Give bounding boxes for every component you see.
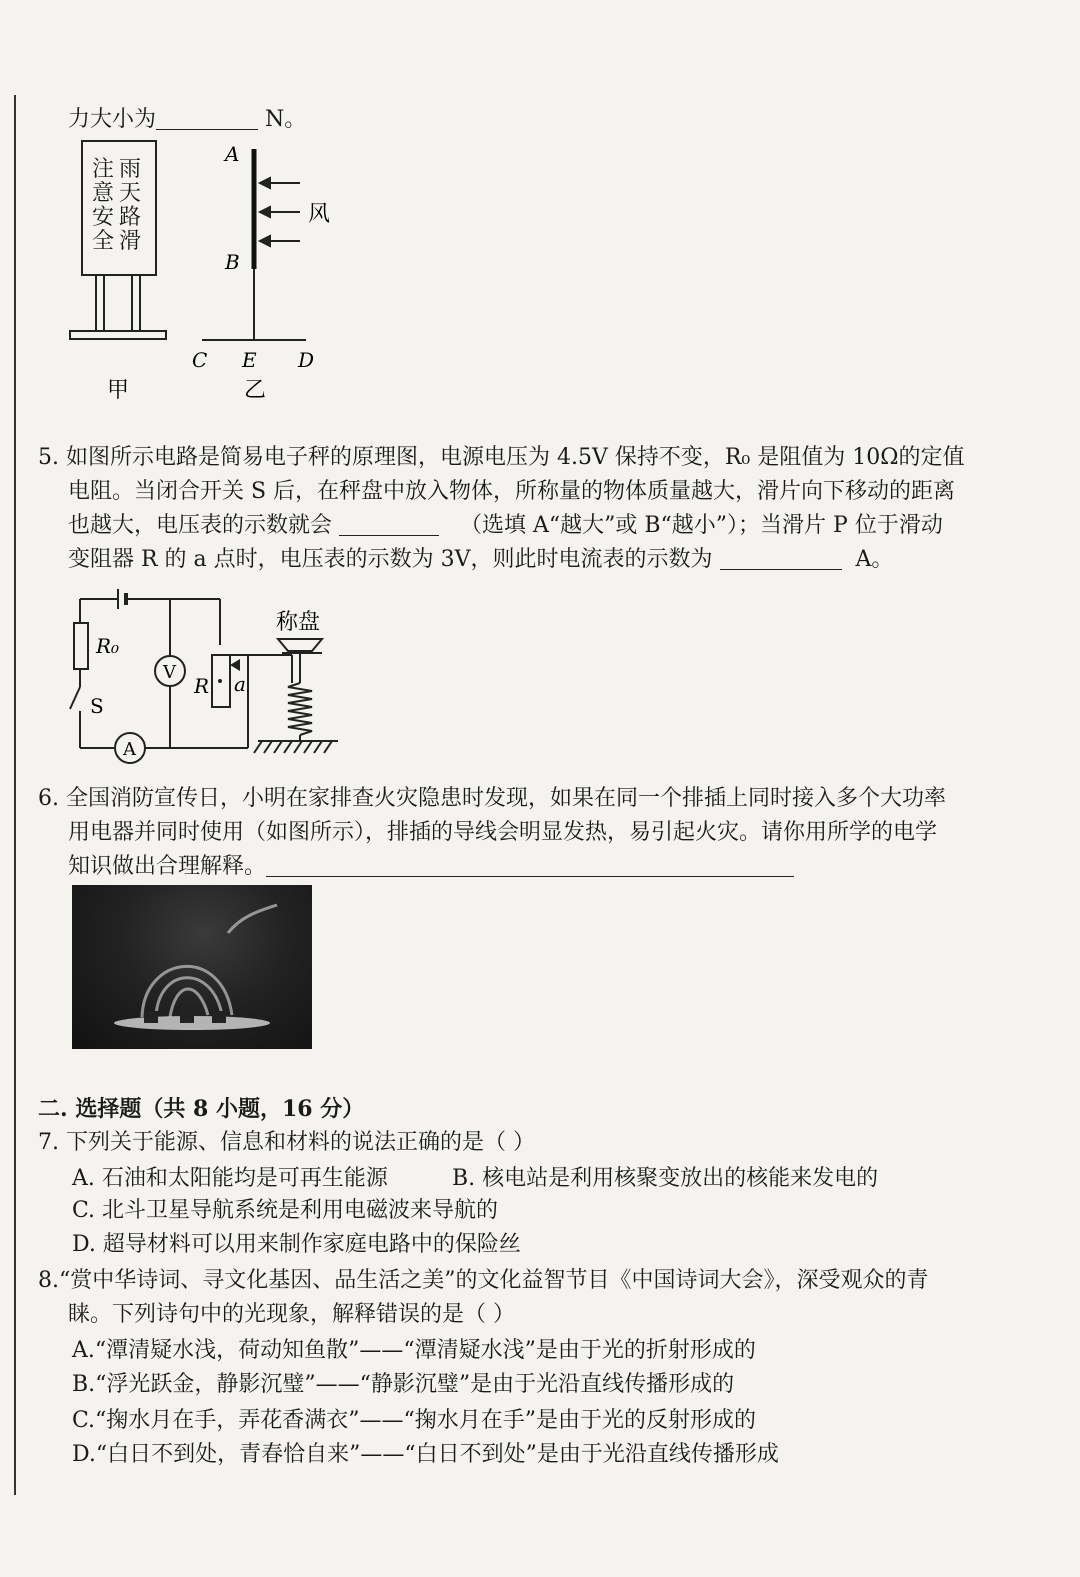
label-R: R	[194, 674, 210, 698]
label-A-meter: A	[123, 739, 136, 760]
q5-line1: 5. 如图所示电路是简易电子秤的原理图，电源电压为 4.5V 保持不变，R₀ 是阻值为 10Ω的定值	[38, 445, 965, 470]
q7-option-A[interactable]: A. 石油和太阳能均是可再生能源	[72, 1166, 388, 1191]
photo-content	[72, 885, 312, 1049]
label-jia: 甲	[107, 378, 130, 403]
q5-line2: 电阻。当闭合开关 S 后，在秤盘中放入物体，所称量的物体质量越大，滑片向下移动的距离	[68, 479, 956, 504]
q5-line4-b: A。	[855, 547, 894, 572]
q8-option-C[interactable]: C.“掬水月在手，弄花香满衣”——“掬水月在手”是由于光的反射形成的	[72, 1408, 757, 1433]
slider-P	[230, 659, 240, 671]
q4-text: 力大小为	[68, 107, 157, 132]
spring	[288, 683, 312, 735]
q7-option-C[interactable]: C. 北斗卫星导航系统是利用电磁波来导航的	[72, 1198, 499, 1223]
label-wind: 风	[308, 202, 331, 227]
label-B: B	[225, 250, 240, 274]
label-E: E	[242, 348, 257, 372]
q5-blank-1[interactable]	[339, 511, 439, 536]
q8-stem-line2: 睐。下列诗句中的光现象，解释错误的是（ ）	[68, 1302, 515, 1327]
section2-heading: 二. 选择题（共 8 小题，16 分）	[38, 1096, 365, 1122]
label-A: A	[225, 142, 240, 166]
label-V: V	[163, 662, 176, 683]
sign-legs	[70, 275, 166, 339]
q6-line2: 用电器并同时使用（如图所示），排插的导线会明显发热，易引起火灾。请你用所学的电学	[68, 820, 938, 845]
sign-text-col2: 注意安全	[91, 157, 114, 254]
q4-line	[68, 103, 306, 137]
label-C: C	[192, 348, 208, 372]
weighing-pan	[278, 639, 322, 651]
wind-arrows	[260, 178, 300, 246]
label-D: D	[298, 348, 315, 372]
q5-line3-a: 也越大，电压表的示数就会	[68, 513, 333, 538]
q5-line4	[68, 543, 893, 577]
q5-blank-2[interactable]	[720, 545, 842, 570]
q6-answer-blank[interactable]	[266, 852, 794, 877]
q6-line1: 6. 全国消防宣传日，小明在家排查火灾隐患时发现，如果在同一个排插上同时接入多个大功率	[38, 786, 946, 811]
q5-line4-a: 变阻器 R 的 a 点时，电压表的示数为 3V，则此时电流表的示数为	[68, 547, 713, 572]
switch-S	[70, 687, 80, 709]
q7-option-D[interactable]: D. 超导材料可以用来制作家庭电路中的保险丝	[72, 1232, 521, 1257]
q8-stem-line1: 8.“赏中华诗词、寻文化基因、品生活之美”的文化益智节目《中国诗词大会》，深受观众的青	[38, 1268, 929, 1293]
label-pan: 称盘	[276, 610, 321, 635]
power-strip-photo	[72, 885, 312, 1049]
q4-unit: N。	[265, 107, 307, 132]
sign-text-col1: 雨天路滑	[118, 157, 141, 254]
q4-answer-blank[interactable]	[156, 105, 258, 130]
resistor-R0	[74, 623, 88, 669]
label-S: S	[90, 694, 104, 718]
q8-option-B[interactable]: B.“浮光跃金，静影沉璧”——“静影沉璧”是由于光沿直线传播形成的	[72, 1372, 735, 1397]
q5-circuit	[60, 585, 350, 765]
q6-line3	[68, 850, 794, 884]
label-a: a	[234, 672, 246, 696]
q8-option-D[interactable]: D.“白日不到处，青春恰自来”——“白日不到处”是由于光沿直线传播形成	[72, 1442, 779, 1467]
q5-line3	[68, 509, 943, 543]
q5-line3-b: （选填 A“越大”或 B“越小”）；当滑片 P 位于滑动	[460, 513, 943, 538]
q7-stem: 7. 下列关于能源、信息和材料的说法正确的是（ ）	[38, 1130, 535, 1155]
margin-line	[14, 95, 16, 1495]
label-yi: 乙	[244, 378, 267, 403]
q8-option-A[interactable]: A.“潭清疑水浅，荷动知鱼散”——“潭清疑水浅”是由于光的折射形成的	[72, 1338, 756, 1363]
q7-option-B[interactable]: B. 核电站是利用核聚变放出的核能来发电的	[452, 1166, 879, 1191]
q6-line3-text: 知识做出合理解释。	[68, 854, 267, 879]
label-R0: R₀	[96, 634, 120, 658]
